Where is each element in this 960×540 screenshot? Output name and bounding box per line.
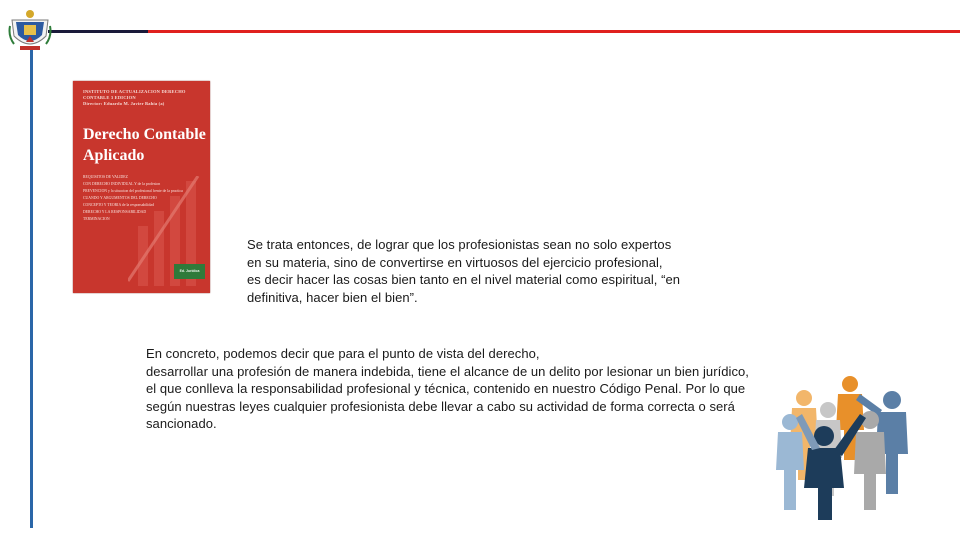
book-contents-item: REQUISITOS DE VALIDEZ xyxy=(83,175,128,179)
paragraph-line: según nuestras leyes cualquier profesionista debe llevar a cabo su actividad de forma correcta o será xyxy=(146,398,735,414)
paragraph-law xyxy=(146,345,806,433)
book-contents-item: CONCEPTO Y TEORIA de la responsabilidad xyxy=(83,203,154,207)
team-people-illustration xyxy=(772,370,918,522)
paragraph-line: es decir hacer las cosas bien tanto en el nivel material como espiritual, “en xyxy=(247,272,681,287)
paragraph-line: sancionado. xyxy=(146,416,217,431)
paragraph-line: definitiva, hacer bien el bien”. xyxy=(247,289,418,305)
book-contents xyxy=(83,175,205,224)
header-divider-accent xyxy=(48,30,148,33)
paragraph-line: En concreto, podemos decir que para el punto de vista del derecho, xyxy=(146,346,540,361)
book-contents-item: PREVENCION y la situacion del profesional frente de la practica xyxy=(83,189,183,193)
paragraph-line: en su materia, sino de convertirse en virtuosos del ejercicio profesional, xyxy=(247,254,663,270)
book-title-line: Aplicado xyxy=(83,147,145,164)
book-contents-item: CUANDO Y ARGUMENTOS DEL DERECHO xyxy=(83,196,157,200)
book-director-line: Director: Eduardo M. Javier Bahía (a) xyxy=(83,101,165,106)
paragraph-virtue xyxy=(247,236,737,306)
book-title-line: Derecho Contable xyxy=(83,126,206,143)
paragraph-line: Se trata entonces, de lograr que los profesionistas sean no solo expertos xyxy=(247,237,672,252)
paragraph-line: el que conlleva la responsabilidad profesional y técnica, contenido en nuestro Código Penal. Por lo que xyxy=(146,381,746,396)
book-contents-item: DERECHO Y LA RESPONSABILIDAD xyxy=(83,210,147,214)
university-crest-icon xyxy=(8,6,52,54)
left-vertical-line xyxy=(30,48,33,528)
paragraph-line: desarrollar una profesión de manera indebida, tiene el alcance de un delito por lesionar un bien jurídico, xyxy=(146,363,749,379)
book-publisher-line: INSTITUTO DE ACTUALIZACION DERECHO CONTABLE 3 EDICION xyxy=(83,89,186,100)
book-contents-item: CON DERECHO INDIVIDUAL Y de la profesion xyxy=(83,182,161,186)
book-publisher-badge: Ed. Jurídica xyxy=(174,264,205,279)
book-contents-item: TERMINACION xyxy=(83,217,110,221)
book-publisher xyxy=(83,89,203,107)
book-cover-image xyxy=(73,81,210,293)
header-divider-line xyxy=(48,30,960,33)
book-title xyxy=(83,124,208,166)
